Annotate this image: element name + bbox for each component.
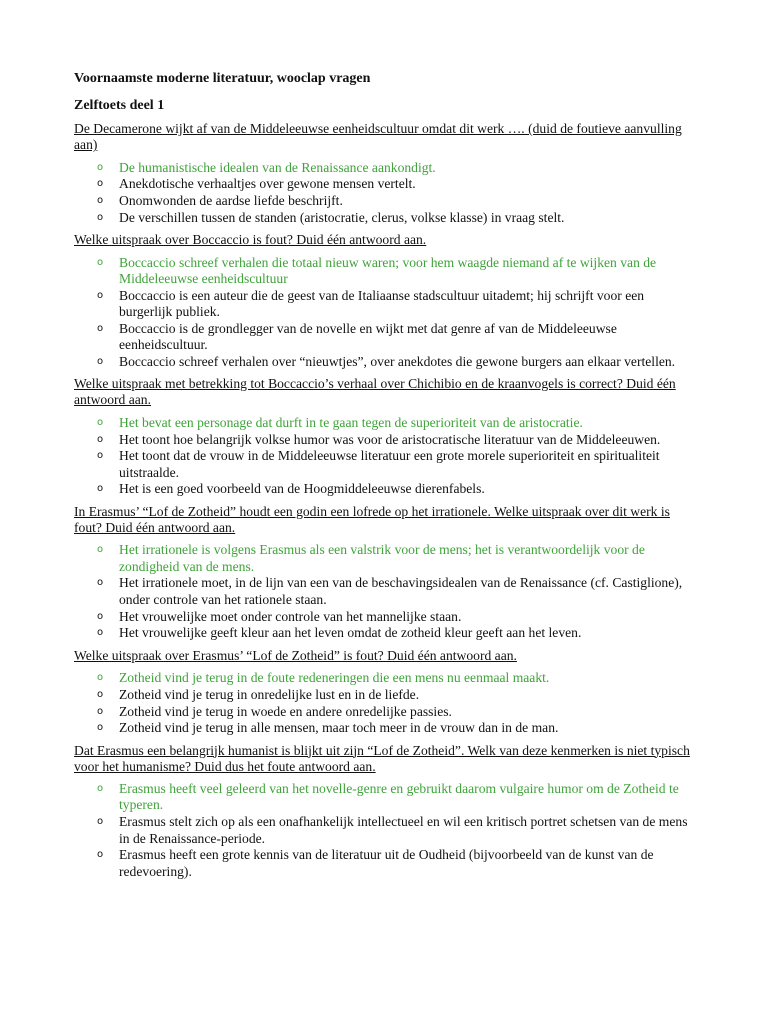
answer-option xyxy=(74,720,698,736)
bullet-icon: o xyxy=(97,783,104,795)
answer-text: Erasmus heeft veel geleerd van het novelle-genre en gebruikt daarom vulgaire humor om de Zotheid te typeren. xyxy=(119,781,679,813)
bullet-icon: o xyxy=(97,627,104,639)
answer-option xyxy=(74,176,698,192)
document-title: Voornaamste moderne literatuur, wooclap vragen xyxy=(74,71,371,86)
answer-text: Het irrationele is volgens Erasmus als een valstrik voor de mens; het is verantwoordelijk voor de zondigheid van de mens. xyxy=(119,542,645,574)
bullet-icon: o xyxy=(97,544,104,556)
answer-option xyxy=(74,321,698,354)
answer-option xyxy=(74,448,698,481)
answer-text: Het irrationele moet, in de lijn van een van de beschavingsidealen van de Renaissance (cf. Castiglione), onder controle van het rationele staan. xyxy=(119,575,683,607)
question-block xyxy=(74,743,698,880)
answer-option xyxy=(74,288,698,321)
answer-text: Het toont hoe belangrijk volkse humor was voor de aristocratische literatuur van de Middeleeuwen. xyxy=(119,431,661,447)
answer-list xyxy=(74,255,698,371)
answer-option xyxy=(74,432,698,448)
answer-text: Zotheid vind je terug in de foute redeneringen die een mens nu eenmaal maakt. xyxy=(119,669,550,685)
bullet-icon: o xyxy=(97,289,104,301)
answer-option xyxy=(74,847,698,880)
bullet-icon: o xyxy=(97,671,104,683)
question-block xyxy=(74,648,698,737)
answer-text: De humanistische idealen van de Renaissance aankondigt. xyxy=(119,159,436,175)
question-text: Welke uitspraak over Erasmus’ “Lof de Zotheid” is fout? Duid één antwoord aan. xyxy=(74,647,517,663)
question-list xyxy=(74,121,698,880)
answer-list xyxy=(74,670,698,737)
bullet-icon: o xyxy=(97,688,104,700)
question-block xyxy=(74,504,698,642)
answer-option-marked xyxy=(74,255,698,288)
answer-option xyxy=(74,354,698,370)
answer-option xyxy=(74,609,698,625)
answer-text: Erasmus heeft een grote kennis van de literatuur uit de Oudheid (bijvoorbeeld van de kunst van de redevoering). xyxy=(119,847,654,879)
bullet-icon: o xyxy=(97,416,104,428)
answer-text: Boccaccio is een auteur die de geest van de Italiaanse stadscultuur uitademt; hij schrijft voor een burgerlijk publiek. xyxy=(119,287,645,319)
answer-text: Het is een goed voorbeeld van de Hoogmiddeleeuwse dierenfabels. xyxy=(119,481,485,497)
bullet-icon: o xyxy=(97,577,104,589)
answer-option-marked xyxy=(74,415,698,431)
bullet-icon: o xyxy=(97,355,104,367)
answer-text: Het bevat een personage dat durft in te gaan tegen de superioriteit van de aristocratie. xyxy=(119,414,583,430)
question-text: De Decamerone wijkt af van de Middeleeuwse eenheidscultuur omdat dit werk …. (duid de foutieve aanvulling aan) xyxy=(74,121,682,153)
bullet-icon: o xyxy=(97,433,104,445)
question-block xyxy=(74,232,698,370)
answer-text: Zotheid vind je terug in onredelijke lust en in de liefde. xyxy=(119,686,420,702)
question-text: Dat Erasmus een belangrijk humanist is blijkt uit zijn “Lof de Zotheid”. Welk van deze kenmerken is niet typisch voor het humanisme? Duid dus het foute antwoord aan. xyxy=(74,742,690,774)
bullet-icon: o xyxy=(97,450,104,462)
question-text: Welke uitspraak met betrekking tot Boccaccio’s verhaal over Chichibio en de kraanvogels is correct? Duid één antwoord aan. xyxy=(74,376,676,408)
bullet-icon: o xyxy=(97,178,104,190)
answer-text: De verschillen tussen de standen (aristocratie, clerus, volkse klasse) in vraag stelt. xyxy=(119,209,565,225)
answer-text: Zotheid vind je terug in alle mensen, maar toch meer in de vrouw dan in de man. xyxy=(119,720,559,736)
answer-list xyxy=(74,781,698,880)
question-text: Welke uitspraak over Boccaccio is fout? Duid één antwoord aan. xyxy=(74,232,427,248)
answer-option-marked xyxy=(74,160,698,176)
answer-text: Anekdotische verhaaltjes over gewone mensen vertelt. xyxy=(119,176,416,192)
answer-list xyxy=(74,542,698,641)
bullet-icon: o xyxy=(97,161,104,173)
question-block xyxy=(74,376,698,498)
bullet-icon: o xyxy=(97,322,104,334)
answer-option xyxy=(74,481,698,497)
bullet-icon: o xyxy=(97,722,104,734)
answer-option-marked xyxy=(74,670,698,686)
answer-option xyxy=(74,210,698,226)
section-title: Zelftoets deel 1 xyxy=(74,98,165,113)
answer-option-marked xyxy=(74,781,698,814)
answer-text: Boccaccio is de grondlegger van de novelle en wijkt met dat genre af van de Middeleeuwse eenheidscultuur. xyxy=(119,320,617,353)
answer-option xyxy=(74,625,698,641)
bullet-icon: o xyxy=(97,849,104,861)
bullet-icon: o xyxy=(97,256,104,268)
answer-option-marked xyxy=(74,542,698,575)
bullet-icon: o xyxy=(97,816,104,828)
answer-text: Het vrouwelijke moet onder controle van het mannelijke staan. xyxy=(119,608,462,624)
answer-text: Boccaccio schreef verhalen die totaal nieuw waren; voor hem waagde niemand af te wijken van de Middeleeuwse eenheidscultuur xyxy=(119,254,657,286)
answer-option xyxy=(74,687,698,703)
answer-list xyxy=(74,415,698,498)
bullet-icon: o xyxy=(97,195,104,207)
answer-option xyxy=(74,193,698,209)
answer-option xyxy=(74,814,698,847)
answer-text: Zotheid vind je terug in woede en andere onredelijke passies. xyxy=(119,703,452,719)
answer-option xyxy=(74,575,698,608)
bullet-icon: o xyxy=(97,610,104,622)
answer-list xyxy=(74,160,698,227)
bullet-icon: o xyxy=(97,483,104,495)
answer-text: Onomwonden de aardse liefde beschrijft. xyxy=(119,193,343,209)
answer-text: Boccaccio schreef verhalen over “nieuwtjes”, over anekdotes die gewone burgers aan elkaar vertellen. xyxy=(119,353,676,369)
answer-text: Het vrouwelijke geeft kleur aan het leven omdat de zotheid kleur geeft aan het leven. xyxy=(119,625,582,641)
answer-text: Het toont dat de vrouw in de Middeleeuwse literatuur een grote morele superioriteit en spiritualiteit uitstraalde. xyxy=(119,448,660,480)
answer-option xyxy=(74,704,698,720)
bullet-icon: o xyxy=(97,211,104,223)
answer-text: Erasmus stelt zich op als een onafhankelijk intellectueel en wil een kritisch portret schetsen van de mens in de Renaissance-periode. xyxy=(119,814,688,846)
question-block xyxy=(74,121,698,226)
question-text: In Erasmus’ “Lof de Zotheid” houdt een godin een lofrede op het irrationele. Welke uitspraak over dit werk is fout? Duid één antwoord aan. xyxy=(74,503,670,536)
bullet-icon: o xyxy=(97,705,104,717)
